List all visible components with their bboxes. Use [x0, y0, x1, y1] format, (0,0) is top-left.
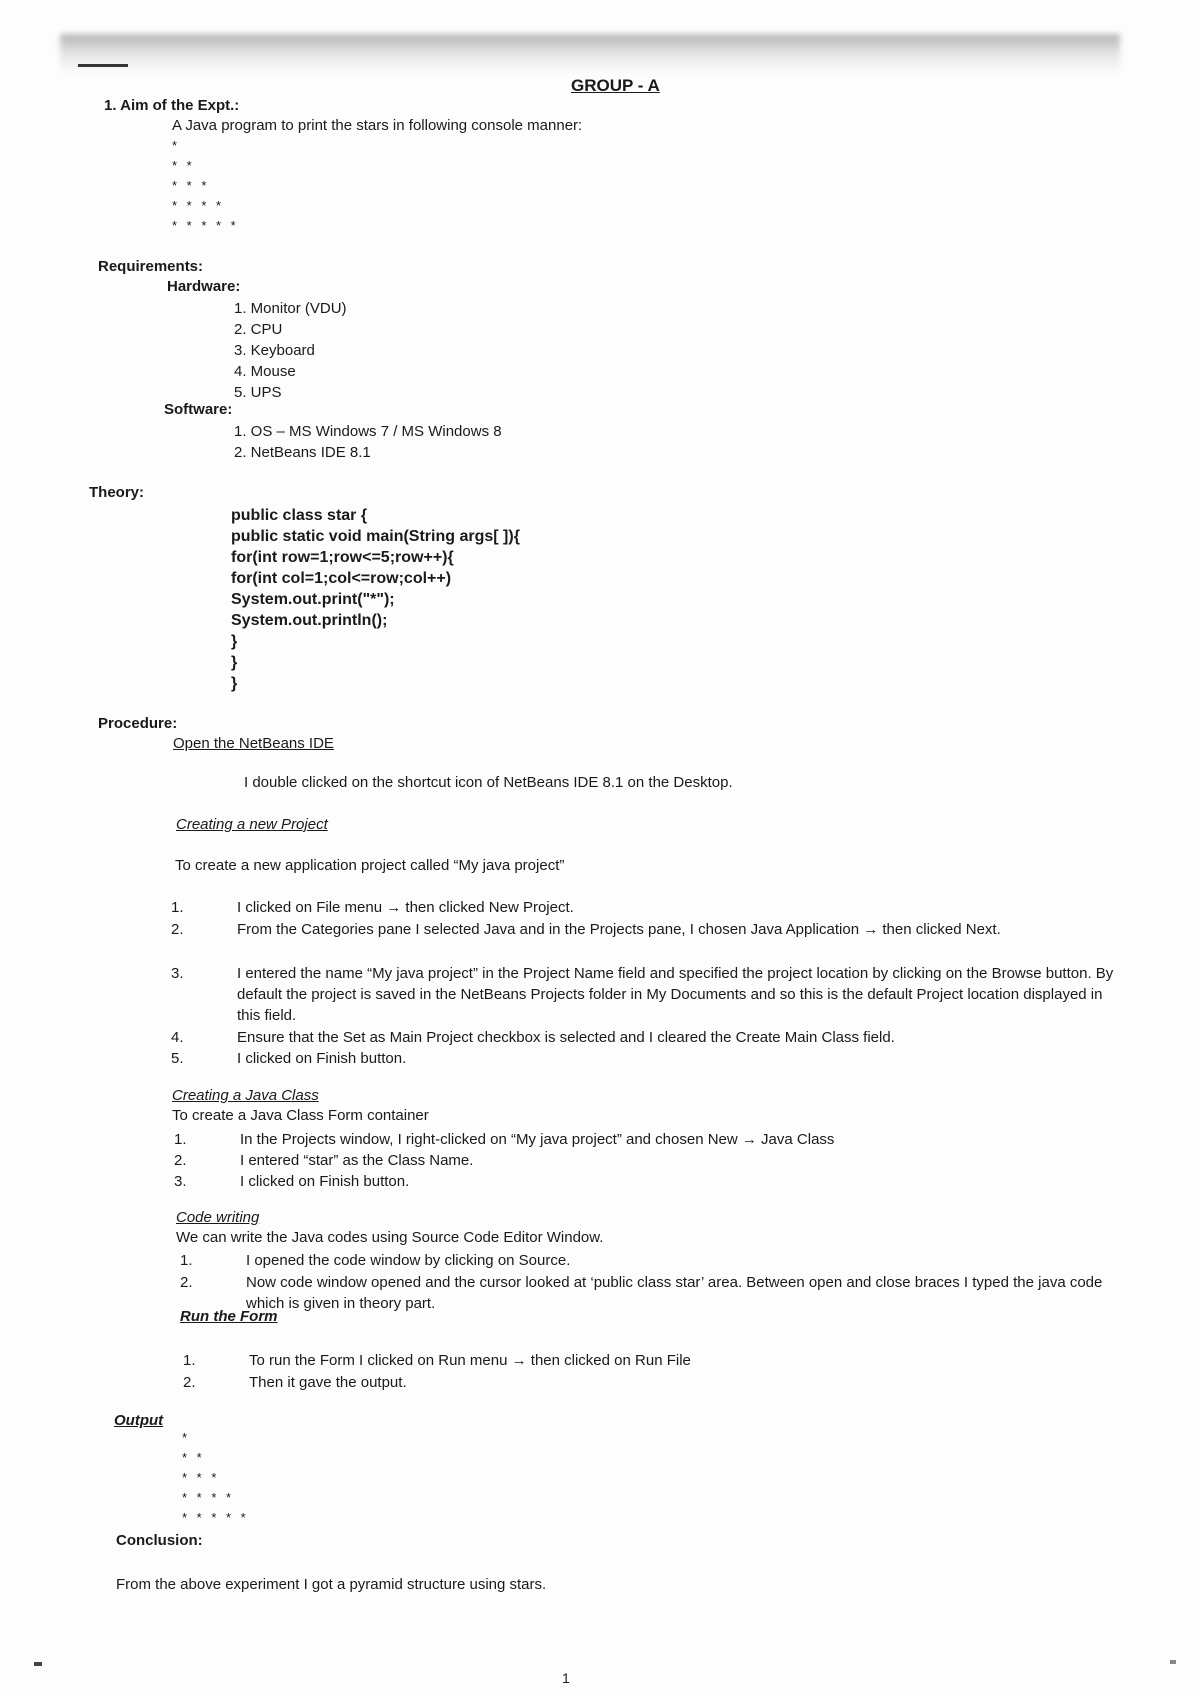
- run-heading: Run the Form: [180, 1308, 278, 1325]
- theory-heading: Theory:: [89, 484, 145, 501]
- list-item: 5. UPS: [234, 384, 282, 401]
- list-item: 4. Mouse: [234, 363, 296, 380]
- code-line: System.out.println();: [231, 612, 388, 629]
- star-row: * * * * *: [182, 1510, 249, 1525]
- code-heading: Code writing: [176, 1209, 260, 1226]
- code-line: }: [231, 675, 238, 692]
- aim-heading: 1. Aim of the Expt.:: [104, 97, 240, 114]
- class-intro: To create a Java Class Form container: [172, 1107, 429, 1124]
- list-item: 2. NetBeans IDE 8.1: [234, 444, 371, 461]
- hardware-heading: Hardware:: [167, 278, 241, 295]
- star-row: * *: [182, 1450, 205, 1465]
- star-row: * * *: [172, 178, 210, 193]
- theory-code: [231, 505, 520, 694]
- conclusion-heading: Conclusion:: [116, 1532, 203, 1549]
- star-row: *: [182, 1430, 191, 1445]
- star-row: * * *: [182, 1470, 220, 1485]
- group-title: GROUP - A: [571, 76, 660, 95]
- code-line: }: [231, 654, 238, 671]
- aim-text: A Java program to print the stars in following console manner:: [172, 117, 583, 134]
- scan-shadow: [60, 34, 1120, 74]
- code-intro: We can write the Java codes using Source Code Editor Window.: [176, 1229, 604, 1246]
- open-heading: Open the NetBeans IDE: [173, 735, 334, 752]
- code-line: public class star {: [231, 507, 368, 524]
- software-list: [234, 421, 502, 463]
- star-row: * *: [172, 158, 195, 173]
- hardware-list: [234, 298, 347, 403]
- scan-speck: [1170, 1660, 1176, 1664]
- create-heading: Creating a new Project: [176, 816, 328, 833]
- open-text: I double clicked on the shortcut icon of NetBeans IDE 8.1 on the Desktop.: [244, 774, 733, 791]
- software-heading: Software:: [164, 401, 233, 418]
- list-item: 1. OS – MS Windows 7 / MS Windows 8: [234, 423, 502, 440]
- aim-stars: [172, 136, 239, 236]
- code-line: for(int col=1;col<=row;col++): [231, 570, 452, 587]
- code-line: }: [231, 633, 238, 650]
- create-intro: To create a new application project called “My java project”: [175, 857, 565, 874]
- scan-mark: [78, 64, 128, 67]
- page-number: 1: [562, 1670, 570, 1686]
- class-heading: Creating a Java Class: [172, 1087, 319, 1104]
- list-item: 3. Keyboard: [234, 342, 315, 359]
- list-item: 2. CPU: [234, 321, 283, 338]
- conclusion-text: From the above experiment I got a pyramid structure using stars.: [116, 1576, 547, 1593]
- code-line: public static void main(String args[ ]){: [231, 528, 520, 545]
- code-line: for(int row=1;row<=5;row++){: [231, 549, 454, 566]
- output-stars: [182, 1428, 249, 1528]
- scan-speck: [34, 1662, 42, 1666]
- star-row: * * * * *: [172, 218, 239, 233]
- star-row: * * * *: [172, 198, 225, 213]
- star-row: *: [172, 138, 181, 153]
- procedure-heading: Procedure:: [98, 715, 178, 732]
- requirements-heading: Requirements:: [98, 258, 204, 275]
- star-row: * * * *: [182, 1490, 235, 1505]
- code-line: System.out.print("*");: [231, 591, 395, 608]
- list-item: 1. Monitor (VDU): [234, 300, 347, 317]
- output-heading: Output: [114, 1412, 164, 1429]
